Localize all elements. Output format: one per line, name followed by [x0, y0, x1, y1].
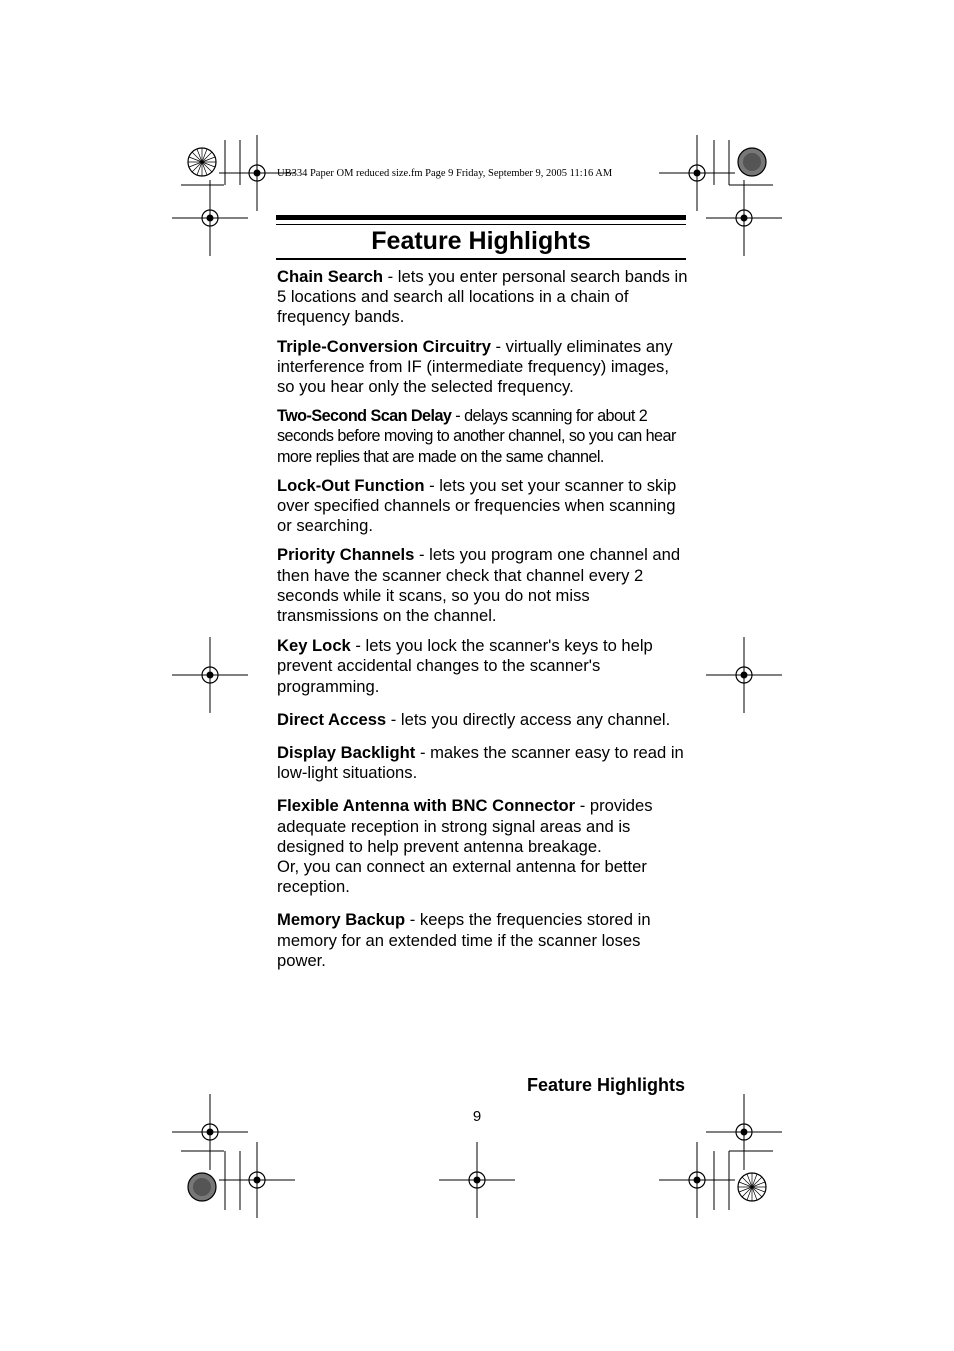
crosshair-mark-icon — [659, 135, 735, 211]
crosshair-mark-icon — [706, 180, 782, 256]
crosshair-mark-icon — [659, 1142, 735, 1218]
feature-name: Flexible Antenna with BNC Connector — [277, 796, 576, 816]
feature-priority-channels — [277, 545, 689, 626]
feature-key-lock — [277, 636, 689, 697]
feature-name: Triple-Conversion Circuitry — [277, 336, 491, 356]
feature-triple-conversion — [277, 337, 689, 398]
feature-description: - keeps the frequencies stored in memory for an extended time if the scanner loses power. — [277, 910, 651, 970]
feature-name: Memory Backup — [277, 910, 406, 930]
feature-two-second-scan-delay — [277, 406, 689, 467]
feature-name: Chain Search — [277, 267, 384, 286]
crosshair-mark-icon — [172, 180, 248, 256]
feature-description: - lets you directly access any channel. — [386, 709, 671, 729]
title-rule-thick — [276, 215, 686, 220]
feature-name: Direct Access — [277, 709, 387, 729]
solid-dot-mark-icon — [188, 1173, 216, 1201]
page-title: Feature Highlights — [371, 227, 591, 255]
page-number: 9 — [472, 1108, 482, 1125]
feature-lock-out-function — [277, 476, 689, 537]
feature-extra-note: Or, you can connect an external antenna for better reception. — [277, 857, 647, 897]
feature-description: - lets you set your scanner to skip over specified channels or frequencies when scanning or searching. — [277, 475, 677, 536]
file-info-header: UB334 Paper OM reduced size.fm Page 9 Friday, September 9, 2005 11:16 AM — [277, 168, 613, 179]
feature-name: Display Backlight — [277, 743, 416, 763]
feature-description: - lets you enter personal search bands in 5 locations and search all locations in a chain of frequency bands. — [277, 267, 688, 327]
crosshair-mark-icon — [172, 1094, 248, 1170]
feature-chain-search — [277, 267, 689, 328]
crosshair-mark-icon — [219, 1142, 295, 1218]
feature-name: Two-Second Scan Delay — [277, 407, 452, 426]
feature-display-backlight — [277, 743, 689, 783]
feature-flexible-antenna — [277, 796, 689, 897]
feature-description: - delays scanning for about 2 seconds before moving to another channel, so you can hear more replies that are made on the same channel. — [277, 407, 676, 466]
feature-description: - virtually eliminates any interference from IF (intermediate frequency) images, so you hear only the selected frequency. — [277, 336, 673, 397]
feature-description: - provides adequate reception in strong signal areas and is designed to help prevent antenna breakage. — [277, 796, 653, 856]
feature-direct-access — [277, 710, 689, 730]
feature-description: - lets you lock the scanner's keys to help prevent accidental changes to the scanner's programming. — [277, 636, 653, 696]
feature-list — [277, 267, 689, 971]
crosshair-mark-icon — [706, 637, 782, 713]
feature-description: - makes the scanner easy to read in low-light situations. — [277, 743, 684, 783]
title-underline — [276, 258, 686, 260]
starburst-mark-icon — [188, 148, 216, 176]
starburst-mark-icon — [738, 1173, 766, 1201]
solid-dot-mark-icon — [738, 148, 766, 176]
feature-name: Lock-Out Function — [277, 475, 425, 495]
crosshair-mark-icon — [439, 1142, 515, 1218]
footer-section-title: Feature Highlights — [526, 1075, 685, 1095]
feature-description: - lets you program one channel and then have the scanner check that channel every 2 seconds while it scans, so you do not miss transmissions on the channel. — [277, 545, 681, 626]
feature-name: Priority Channels — [277, 545, 415, 565]
crosshair-mark-icon — [172, 637, 248, 713]
feature-name: Key Lock — [277, 636, 351, 656]
feature-memory-backup — [277, 910, 689, 971]
crosshair-mark-icon — [706, 1094, 782, 1170]
